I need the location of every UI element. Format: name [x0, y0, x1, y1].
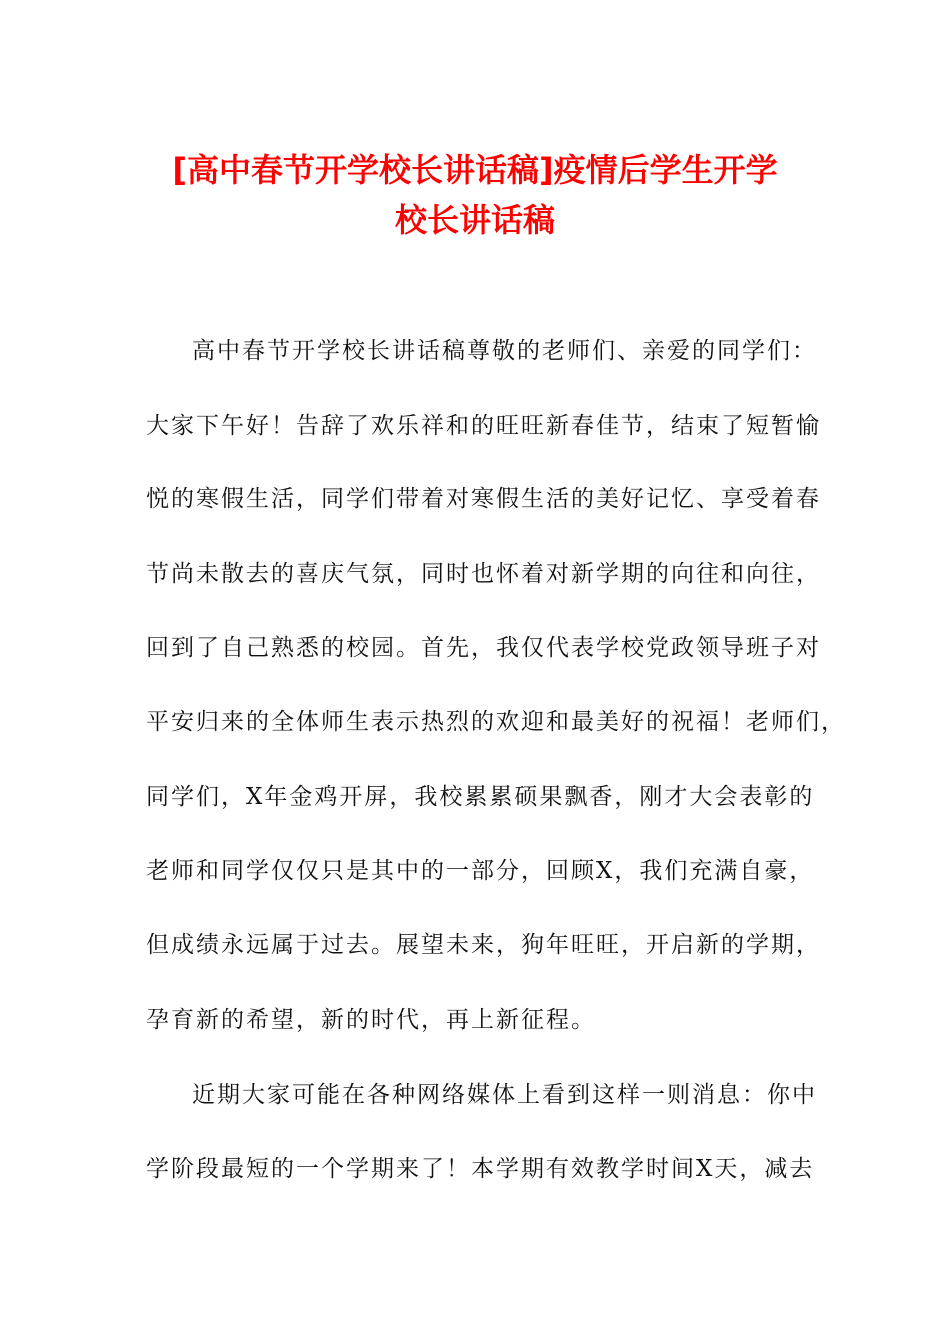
paragraph-line: 节尚未散去的喜庆气氛，同时也怀着对新学期的向往和向往，: [146, 561, 821, 587]
paragraph-line: 平安归来的全体师生表示热烈的欢迎和最美好的祝福！老师们，: [146, 709, 846, 735]
paragraph-line: 回到了自己熟悉的校园。首先，我仅代表学校党政领导班子对: [146, 635, 821, 661]
paragraph-line: 孕育新的希望，新的时代，再上新征程。: [146, 1007, 596, 1033]
paragraph-line: 高中春节开学校长讲话稿尊敬的老师们、亲爱的同学们：: [192, 338, 817, 364]
paragraph-line: 悦的寒假生活，同学们带着对寒假生活的美好记忆、享受着春: [146, 486, 821, 512]
paragraph-line: 学阶段最短的一个学期来了！本学期有效教学时间X天，减去: [146, 1156, 815, 1182]
paragraph-line: 近期大家可能在各种网络媒体上看到这样一则消息：你中: [192, 1082, 817, 1108]
paragraph-line: 同学们，X年金鸡开屏，我校累累硕果飘香，刚才大会表彰的: [146, 784, 815, 810]
paragraph-line: 大家下午好！告辞了欢乐祥和的旺旺新春佳节，结束了短暂愉: [146, 413, 821, 439]
paragraph-line: 老师和同学仅仅只是其中的一部分，回顾X，我们充满自豪，: [146, 858, 815, 884]
paragraph-line: 但成绩永远属于过去。展望未来，狗年旺旺，开启新的学期，: [146, 932, 821, 958]
document-title-line-2: 校长讲话稿: [394, 201, 555, 239]
document-title-line-1: [高中春节开学校长讲话稿]疫情后学生开学: [172, 151, 778, 189]
